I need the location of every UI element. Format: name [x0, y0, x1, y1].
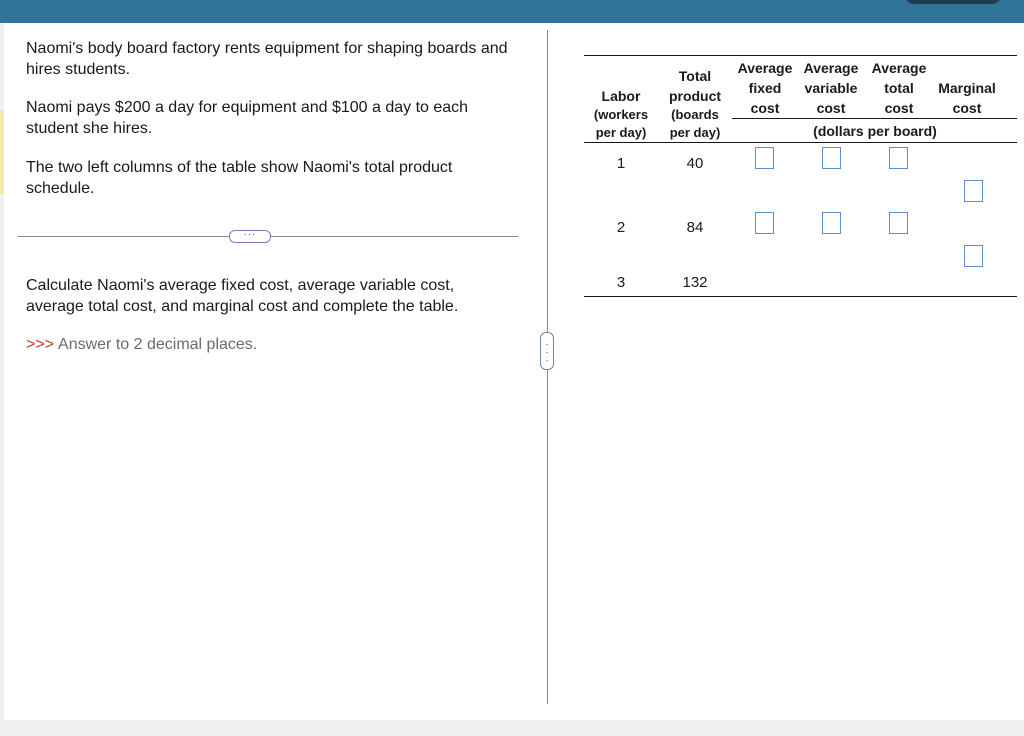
header-avc-line-3: cost	[816, 100, 846, 116]
row-2-atc-input[interactable]	[889, 212, 908, 234]
row-3-labor: 3	[616, 274, 626, 291]
row-1-afc-input[interactable]	[755, 147, 774, 169]
question-paragraph-2: Naomi pays $200 a day for equipment and $100 a day to each student she hires.	[26, 99, 469, 137]
header-avc	[798, 58, 864, 118]
header-atc-line-1: Average	[871, 60, 927, 76]
header-total-product	[658, 66, 732, 106]
header-afc-line-2: fixed	[748, 80, 782, 96]
row-2-total-product: 84	[686, 219, 704, 236]
header-total-product-sub	[658, 105, 732, 143]
ellipsis-icon: ···	[243, 229, 257, 240]
header-tp-line-1: Total	[678, 68, 712, 84]
row-2-avc-input[interactable]	[822, 212, 841, 234]
table-bottom-rule	[584, 296, 1017, 297]
question-paragraph-1: Naomi's body board factory rents equipment for shaping boards and hires students.	[26, 40, 508, 78]
header-units: (dollars per board)	[813, 123, 937, 139]
row-3-total-product: 132	[682, 274, 708, 291]
row-1-total-product: 40	[686, 155, 704, 172]
table-top-rule	[584, 55, 1017, 56]
header-afc-line-1: Average	[737, 60, 793, 76]
row-1-atc-input[interactable]	[889, 147, 908, 169]
question-paragraph-3: The two left columns of the table show Naomi's total product schedule.	[26, 159, 453, 197]
row-1-avc-input[interactable]	[822, 147, 841, 169]
row-2-afc-input[interactable]	[755, 212, 774, 234]
vertical-ellipsis-dot: ·	[545, 347, 549, 358]
hint-text: Answer to 2 decimal places.	[58, 336, 258, 353]
left-accent	[0, 110, 4, 194]
vertical-ellipsis-icon: ·	[545, 339, 549, 350]
header-mc-line-2: cost	[952, 100, 982, 116]
header-mc	[934, 78, 1000, 118]
header-atc-line-3: cost	[884, 100, 914, 116]
header-labor-line-3: per day)	[595, 125, 647, 140]
header-labor-line-2: (workers	[593, 107, 649, 122]
hint-chevron-icon: >>>	[26, 336, 55, 353]
mc-2-3-input[interactable]	[964, 245, 983, 267]
header-tp-line-3: (boards	[671, 107, 719, 122]
table-units-rule	[732, 118, 1017, 119]
vertical-ellipsis-dot: ·	[545, 355, 549, 366]
top-bar	[0, 0, 1024, 23]
header-labor-line-1: Labor	[601, 88, 641, 104]
bottom-bar	[0, 720, 1024, 736]
header-afc-line-3: cost	[750, 100, 780, 116]
header-afc	[732, 58, 798, 118]
header-labor	[584, 86, 658, 106]
top-bar-pill[interactable]	[905, 0, 1001, 4]
mc-1-2-input[interactable]	[964, 180, 983, 202]
question-instruction: Calculate Naomi's average fixed cost, average variable cost, average total cost, and marginal cost and complete the table.	[26, 277, 459, 315]
header-tp-line-4: per day)	[669, 125, 721, 140]
header-atc	[864, 58, 934, 118]
row-2-labor: 2	[616, 219, 626, 236]
header-avc-line-2: variable	[804, 80, 858, 96]
header-avc-line-1: Average	[803, 60, 859, 76]
panel-resize-handle[interactable]	[540, 332, 554, 370]
header-labor-sub	[584, 105, 658, 143]
header-tp-line-2: product	[668, 88, 722, 104]
header-atc-line-2: total	[884, 80, 914, 96]
answer-hint	[26, 335, 257, 355]
header-mc-line-1: Marginal	[938, 80, 996, 96]
expand-more-button[interactable]	[229, 230, 271, 243]
row-1-labor: 1	[616, 155, 626, 172]
